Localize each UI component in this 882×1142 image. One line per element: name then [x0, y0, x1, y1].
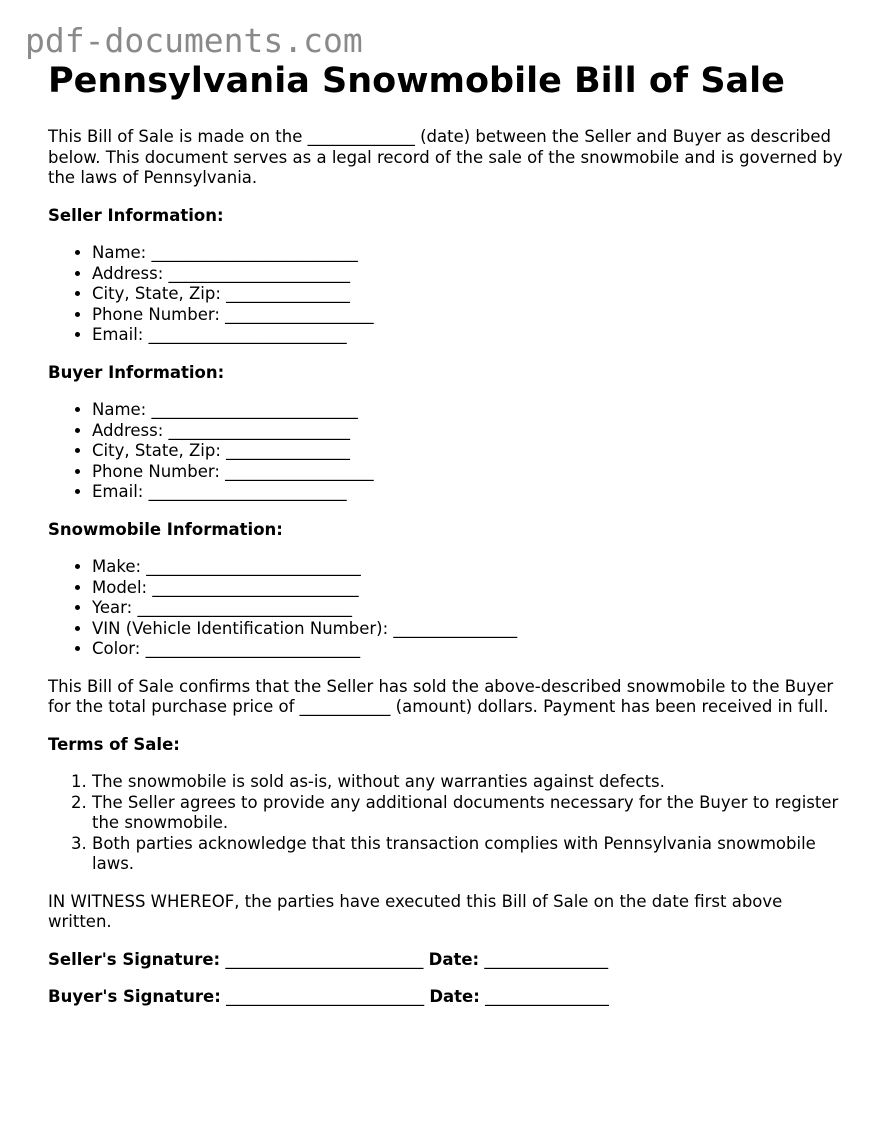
- list-item: • Color: __________________________: [92, 639, 848, 660]
- witness-paragraph: IN WITNESS WHEREOF, the parties have executed this Bill of Sale on the date first above written.: [48, 891, 783, 931]
- list-item: • City, State, Zip: _______________: [92, 284, 848, 305]
- list-item: • Email: ________________________: [92, 482, 848, 503]
- document-body: [48, 127, 848, 1025]
- list-item: • Email: ________________________: [92, 325, 848, 346]
- buyer-signature-line: [48, 987, 848, 1008]
- list-item: • Make: __________________________: [92, 557, 848, 578]
- seller-signature-line: [48, 950, 848, 971]
- list-item: • Address: ______________________: [92, 421, 848, 442]
- seller-signature-label: Seller's Signature:: [48, 949, 221, 969]
- list-item: 3. Both parties acknowledge that this transaction complies with Pennsylvania snowmobile laws.: [92, 834, 848, 875]
- list-item: 1. The snowmobile is sold as-is, without any warranties against defects.: [92, 772, 848, 793]
- buyer-date-label: Date:: [429, 987, 480, 1006]
- seller-signature-blank: ________________________: [225, 949, 424, 969]
- list-item: • Name: _________________________: [92, 243, 848, 264]
- buyer-signature-blank: ________________________: [226, 987, 425, 1006]
- list-item: 2. The Seller agrees to provide any additional documents necessary for the Buyer to register the snowmobile.: [92, 793, 848, 834]
- seller-date-blank: _______________: [484, 949, 609, 969]
- list-item: • VIN (Vehicle Identification Number): _______________: [92, 619, 848, 640]
- confirmation-paragraph: This Bill of Sale confirms that the Seller has sold the above-described snowmobile to the Buyer for the total purchase price of ___________ (amount) dollars. Payment has been received in full.: [48, 676, 834, 716]
- buyer-signature-label: Buyer's Signature:: [48, 987, 221, 1006]
- buyer-list: [48, 400, 848, 503]
- seller-heading: Seller Information:: [48, 205, 224, 225]
- snowmobile-list: [48, 557, 848, 660]
- terms-list: [48, 772, 848, 875]
- list-item: • Phone Number: __________________: [92, 305, 848, 326]
- intro-paragraph: This Bill of Sale is made on the _____________ (date) between the Seller and Buyer as described below. This document serves as a legal record of the sale of the snowmobile and is governed by the laws of Pennsylvania.: [48, 127, 843, 187]
- snowmobile-heading: Snowmobile Information:: [48, 519, 283, 539]
- seller-list: [48, 243, 848, 346]
- page-title: Pennsylvania Snowmobile Bill of Sale: [48, 61, 785, 101]
- list-item: • Name: _________________________: [92, 400, 848, 421]
- seller-date-label: Date:: [428, 949, 480, 969]
- buyer-heading: Buyer Information:: [48, 362, 225, 382]
- watermark-text: pdf-documents.com: [25, 21, 363, 60]
- list-item: • Model: _________________________: [92, 578, 848, 599]
- list-item: • Address: ______________________: [92, 264, 848, 285]
- list-item: • Year: __________________________: [92, 598, 848, 619]
- list-item: • City, State, Zip: _______________: [92, 441, 848, 462]
- terms-heading: Terms of Sale:: [48, 734, 180, 754]
- list-item: • Phone Number: __________________: [92, 462, 848, 483]
- buyer-date-blank: _______________: [485, 987, 609, 1006]
